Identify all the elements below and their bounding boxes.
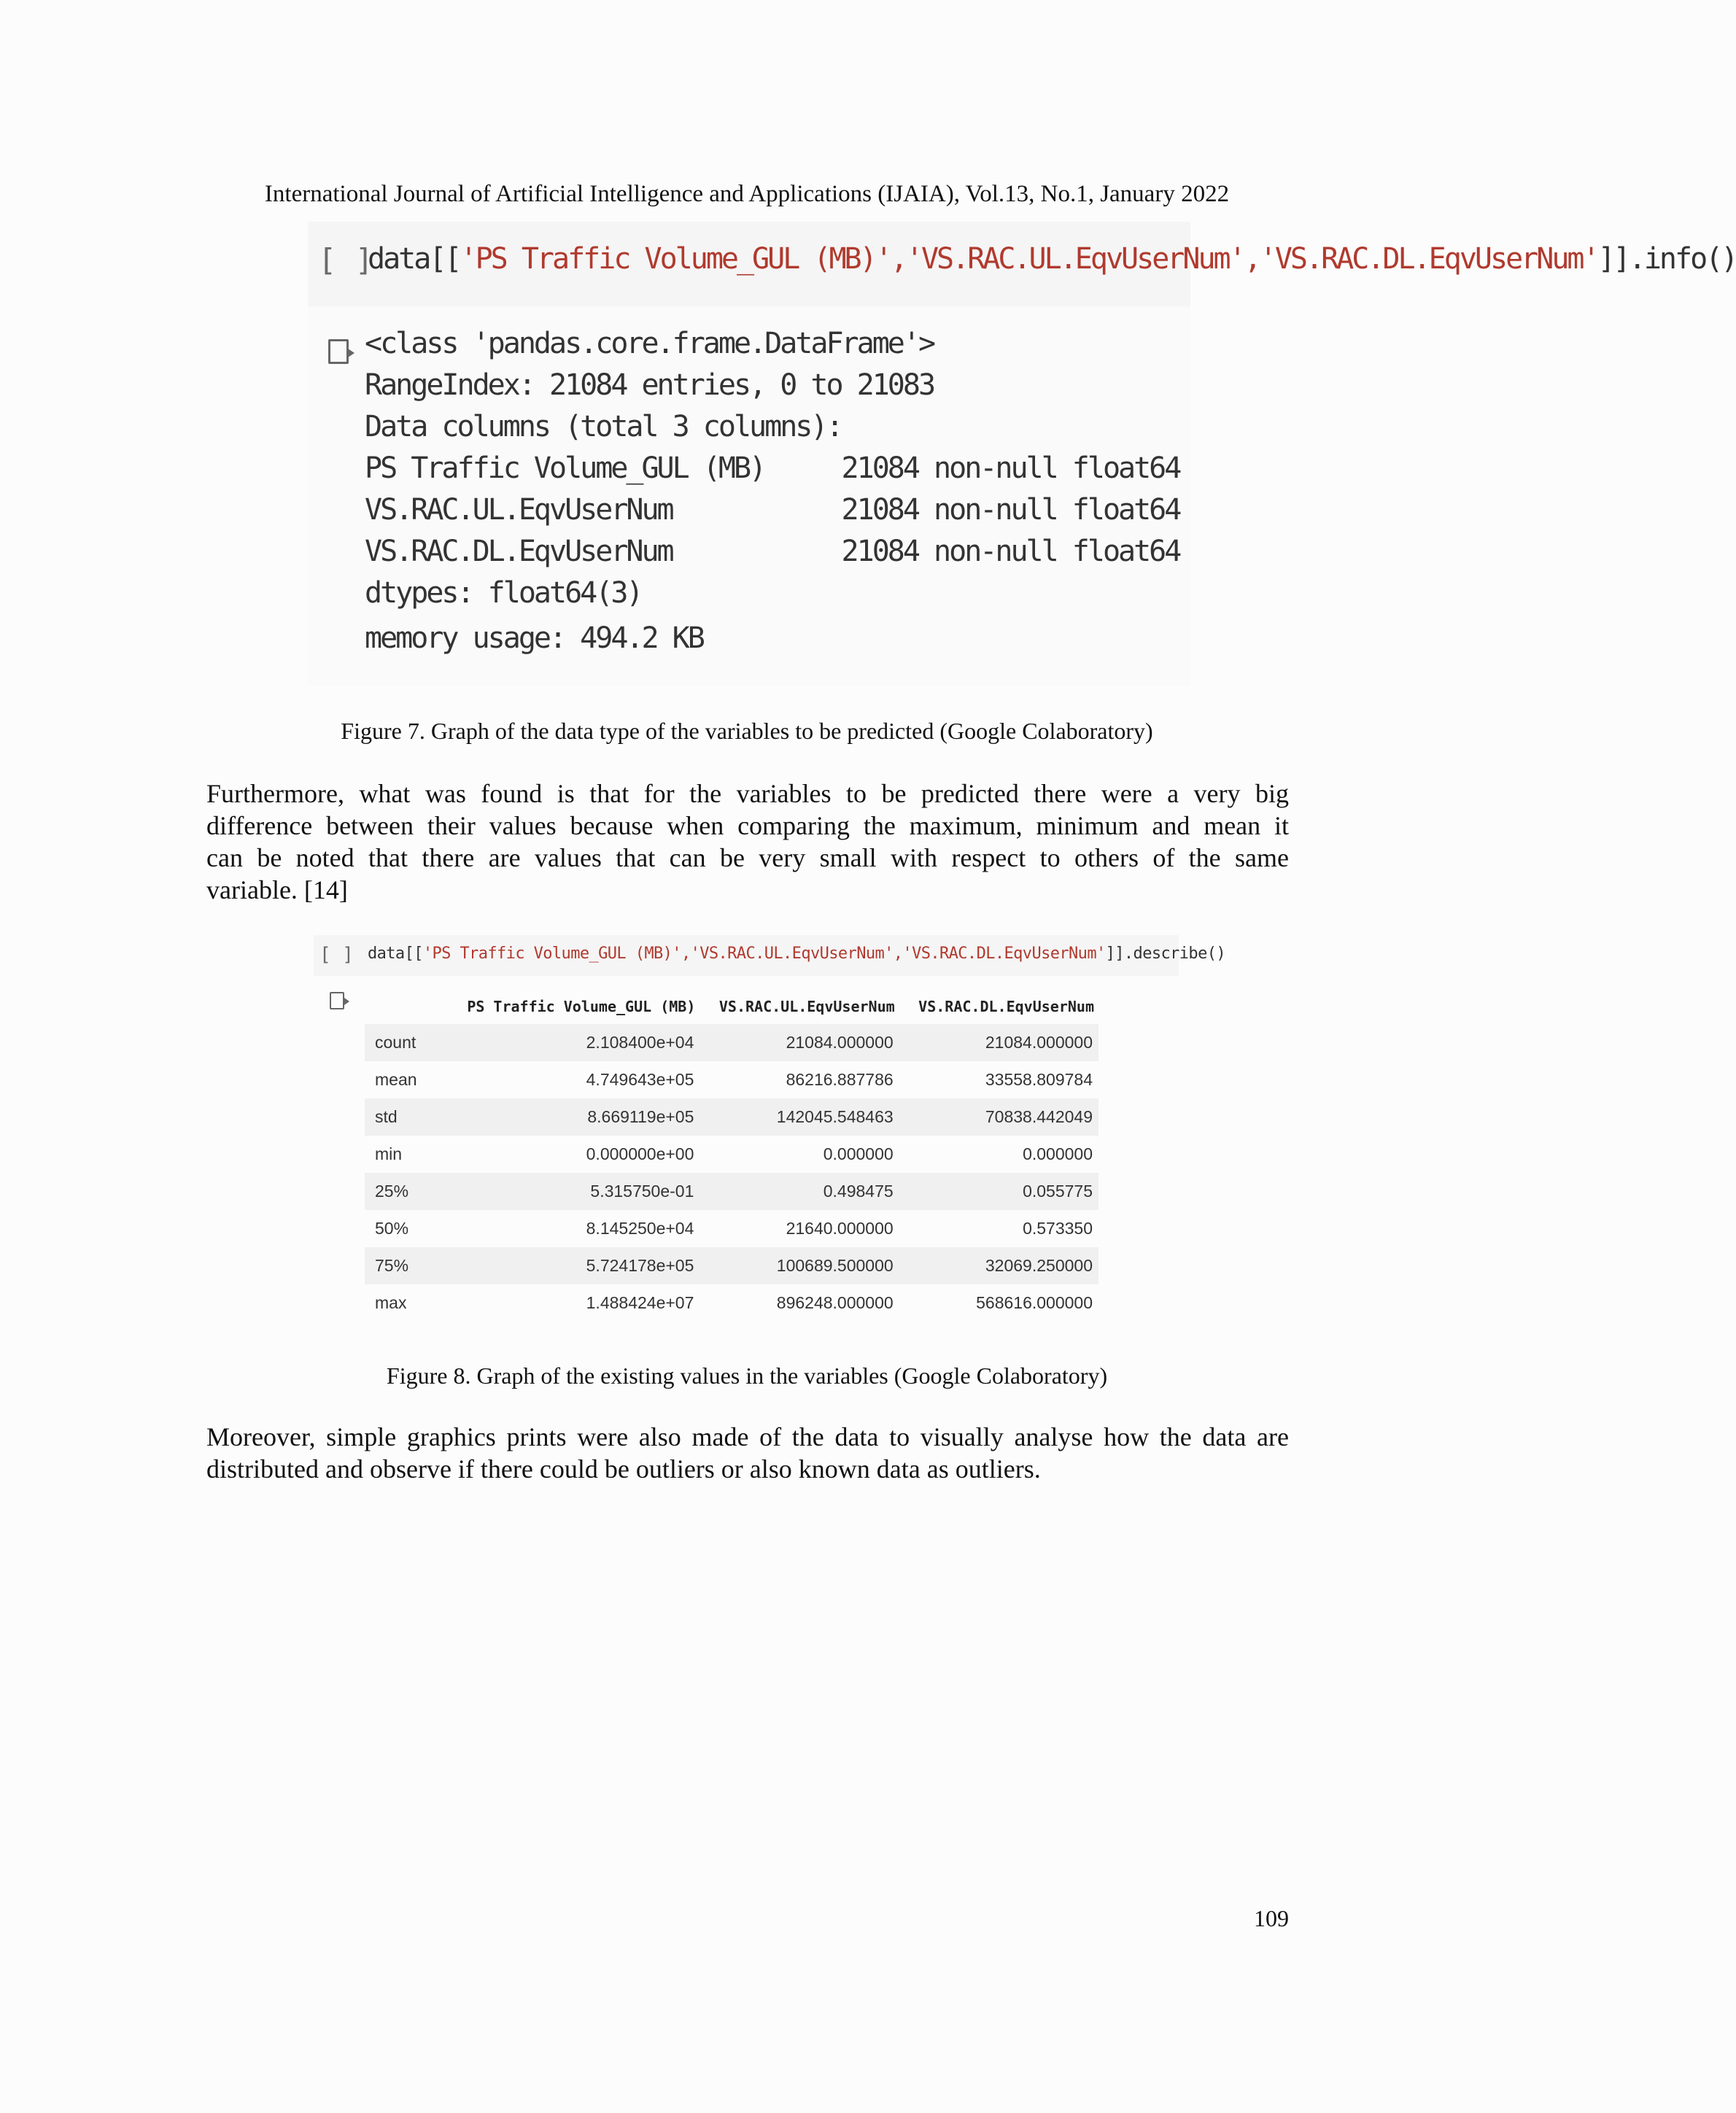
code-cell-info[interactable]: [308, 222, 1736, 306]
code-strings: 'PS Traffic Volume_GUL (MB)','VS.RAC.UL.EqvUserNum','VS.RAC.DL.EqvUserNum': [460, 242, 1598, 276]
paragraph-line: variable. [14]: [206, 875, 348, 904]
cell-run-bracket[interactable]: [ ]: [318, 242, 373, 278]
table-cell: 0.573350: [1023, 1219, 1093, 1238]
table-row: [365, 1024, 1098, 1061]
table-cell: 70838.442049: [899, 1098, 1098, 1136]
table-cell: 33558.809784: [985, 1070, 1093, 1089]
paragraph-line: difference between their values because when comparing the maximum, minimum and mean it: [206, 811, 1289, 840]
output-line: PS Traffic Volume_GUL (MB) 21084 non-null float64: [365, 451, 1180, 485]
output-line: Data columns (total 3 columns):: [365, 410, 842, 443]
code-cell-describe[interactable]: [314, 935, 1226, 976]
output-arrow-icon: [330, 992, 344, 1009]
table-cell: 21084.000000: [899, 1024, 1098, 1061]
row-label: max: [375, 1293, 407, 1312]
paragraph-line: Moreover, simple graphics prints were also made of the data to visually analyse how the data are: [206, 1422, 1289, 1451]
output-line: <class 'pandas.core.frame.DataFrame'>: [365, 327, 934, 360]
paragraph-line: can be noted that there are values that can be very small with respect to others of the same: [206, 843, 1289, 872]
table-cell: 0.000000: [1023, 1144, 1093, 1163]
output-line: RangeIndex: 21084 entries, 0 to 21083: [365, 368, 934, 402]
running-header: International Journal of Artificial Intelligence and Applications (IJAIA), Vol.13, No.1, January 2022: [264, 181, 1230, 207]
table-header-row: [365, 989, 1098, 1024]
table-header-cell: VS.RAC.UL.EqvUserNum: [718, 998, 895, 1015]
table-cell: 1.488424e+07: [586, 1293, 694, 1312]
table-cell: 0.000000e+00: [586, 1144, 694, 1163]
table-cell: 86216.887786: [786, 1070, 894, 1089]
row-label: 75%: [365, 1247, 443, 1284]
row-label: 25%: [365, 1173, 443, 1210]
output-line: VS.RAC.DL.EqvUserNum 21084 non-null float64: [365, 535, 1180, 568]
table-cell: 8.145250e+04: [586, 1219, 694, 1238]
table-row: [365, 1210, 1098, 1247]
row-label: mean: [375, 1070, 417, 1089]
table-row: [365, 1061, 1098, 1098]
table-cell: 5.315750e-01: [443, 1173, 700, 1210]
table-cell: 21640.000000: [786, 1219, 894, 1238]
table-cell: 21084.000000: [700, 1024, 899, 1061]
output-line: memory usage: 494.2 KB: [365, 621, 703, 655]
row-label: count: [365, 1024, 443, 1061]
row-label: min: [375, 1144, 403, 1163]
code-suffix: ]].describe(): [1105, 945, 1226, 963]
table-cell: 32069.250000: [899, 1247, 1098, 1284]
table-cell: 568616.000000: [976, 1293, 1093, 1312]
table-cell: 4.749643e+05: [586, 1070, 694, 1089]
table-row: [365, 1173, 1098, 1210]
table-cell: 100689.500000: [700, 1247, 899, 1284]
table-row: [365, 1098, 1098, 1136]
table-row: [365, 1284, 1098, 1322]
paragraph: [206, 778, 1289, 906]
code-prefix: data[[: [368, 242, 460, 276]
table-row: [365, 1247, 1098, 1284]
table-cell: 0.055775: [899, 1173, 1098, 1210]
cell-output-info: [308, 306, 1190, 686]
table-cell: 0.000000: [823, 1144, 894, 1163]
table-header-cell: PS Traffic Volume_GUL (MB): [467, 998, 696, 1015]
table-cell: 8.669119e+05: [443, 1098, 700, 1136]
code-suffix: ]].info(): [1597, 242, 1736, 276]
code-prefix: data[[: [368, 945, 423, 963]
row-label: std: [365, 1098, 443, 1136]
table-row: [365, 1136, 1098, 1173]
code-line: [368, 242, 1736, 276]
table-cell: 0.498475: [700, 1173, 899, 1210]
paragraph-line: distributed and observe if there could be outliers or also known data as outliers.: [206, 1454, 1041, 1484]
describe-table: [365, 989, 1098, 1322]
row-label: 50%: [375, 1219, 409, 1238]
output-line: dtypes: float64(3): [365, 576, 642, 610]
table-cell: 2.108400e+04: [443, 1024, 700, 1061]
table-header-cell: VS.RAC.DL.EqvUserNum: [918, 998, 1094, 1015]
table-cell: 896248.000000: [776, 1293, 894, 1312]
output-line: VS.RAC.UL.EqvUserNum 21084 non-null float64: [365, 493, 1180, 527]
code-strings: 'PS Traffic Volume_GUL (MB)','VS.RAC.UL.EqvUserNum','VS.RAC.DL.EqvUserNum': [422, 945, 1106, 963]
output-arrow-icon: [328, 339, 349, 364]
table-cell: 5.724178e+05: [443, 1247, 700, 1284]
code-line: [368, 945, 1225, 963]
figure7-caption: Figure 7. Graph of the data type of the variables to be predicted (Google Colaboratory): [341, 718, 1153, 744]
table-cell: 142045.548463: [700, 1098, 899, 1136]
cell-run-bracket[interactable]: [ ]: [319, 944, 354, 966]
table-header-cell: [365, 989, 443, 1024]
page-number: 109: [1254, 1905, 1289, 1931]
figure8-caption: Figure 8. Graph of the existing values in the variables (Google Colaboratory): [386, 1362, 1108, 1389]
paragraph-line: Furthermore, what was found is that for the variables to be predicted there were a very big: [206, 779, 1289, 808]
paragraph: [206, 1421, 1289, 1485]
